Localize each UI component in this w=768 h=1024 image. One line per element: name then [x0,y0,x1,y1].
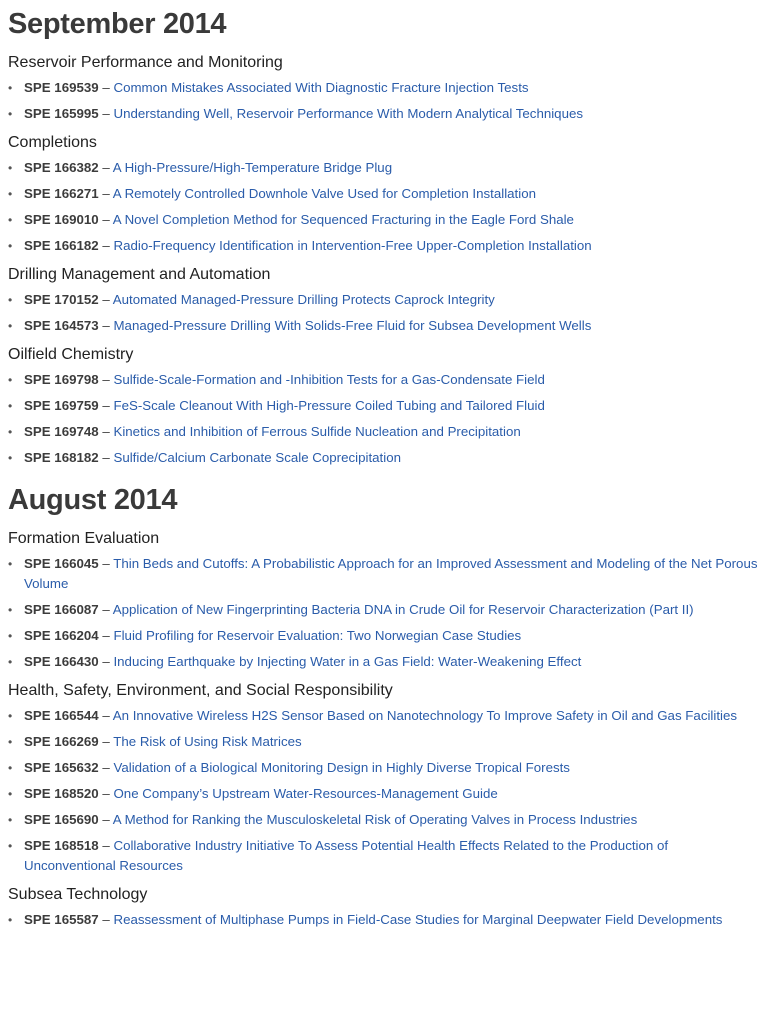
paper-code: SPE 169539 [24,80,99,95]
bullet-icon: • [8,213,13,227]
paper-link[interactable]: Reassessment of Multiphase Pumps in Field-Case Studies for Marginal Deepwater Field Developments [113,912,723,927]
paper-code: SPE 166045 [24,556,99,571]
paper-list [8,910,760,930]
paper-link[interactable]: FeS-Scale Cleanout With High-Pressure Coiled Tubing and Tailored Fluid [113,398,545,413]
paper-item [8,158,760,178]
month-heading: August 2014 [8,484,178,516]
month-heading: September 2014 [8,8,227,40]
bullet-icon: • [8,373,13,387]
bullet-icon: • [8,709,13,723]
bullet-icon: • [8,629,13,643]
paper-item [8,784,760,804]
bullet-icon: • [8,81,13,95]
section-title: Oilfield Chemistry [8,346,134,363]
paper-item [8,210,760,230]
paper-code: SPE 168518 [24,838,99,853]
paper-code: SPE 169798 [24,372,99,387]
paper-code: SPE 166182 [24,238,99,253]
paper-link[interactable]: A Remotely Controlled Downhole Valve Used for Completion Installation [112,186,536,201]
paper-code: SPE 166382 [24,160,99,175]
paper-separator: – [98,186,113,201]
bullet-icon: • [8,913,13,927]
paper-code: SPE 165690 [24,812,99,827]
paper-separator: – [98,654,114,669]
paper-item [8,732,760,752]
paper-separator: – [98,160,113,175]
bullet-icon: • [8,603,13,617]
section-title: Reservoir Performance and Monitoring [8,54,283,71]
paper-separator: – [98,708,113,723]
paper-item [8,810,760,830]
paper-separator: – [98,912,114,927]
bullet-icon: • [8,813,13,827]
section-title: Drilling Management and Automation [8,266,271,283]
paper-separator: – [98,212,113,227]
paper-separator: – [98,238,114,253]
section-title: Health, Safety, Environment, and Social Responsibility [8,682,393,699]
paper-separator: – [98,838,114,853]
paper-link[interactable]: Kinetics and Inhibition of Ferrous Sulfide Nucleation and Precipitation [113,424,521,439]
paper-code: SPE 166087 [24,602,99,617]
section [8,344,760,468]
paper-separator: – [98,760,114,775]
paper-code: SPE 169759 [24,398,99,413]
paper-separator: – [98,734,114,749]
paper-list [8,290,760,336]
paper-item [8,316,760,336]
section-title: Completions [8,134,97,151]
paper-code: SPE 165587 [24,912,99,927]
paper-item [8,554,760,594]
paper-separator: – [98,424,114,439]
bullet-icon: • [8,425,13,439]
paper-separator: – [98,556,114,571]
paper-code: SPE 168182 [24,450,99,465]
bullet-icon: • [8,239,13,253]
section [8,52,760,124]
paper-link[interactable]: Sulfide-Scale-Formation and -Inhibition Tests for a Gas-Condensate Field [113,372,545,387]
paper-item [8,184,760,204]
paper-link[interactable]: Application of New Fingerprinting Bacteria DNA in Crude Oil for Reservoir Characterization (Part II) [112,602,694,617]
bullet-icon: • [8,451,13,465]
paper-separator: – [98,318,114,333]
paper-link[interactable]: Common Mistakes Associated With Diagnostic Fracture Injection Tests [113,80,529,95]
paper-list [8,370,760,468]
section [8,264,760,336]
paper-code: SPE 165995 [24,106,99,121]
paper-link[interactable]: A High-Pressure/High-Temperature Bridge Plug [112,160,393,175]
paper-item [8,836,760,876]
section-title: Formation Evaluation [8,530,160,547]
bullet-icon: • [8,107,13,121]
paper-link[interactable]: Understanding Well, Reservoir Performance With Modern Analytical Techniques [113,106,584,121]
bullet-icon: • [8,187,13,201]
paper-link[interactable]: Validation of a Biological Monitoring Design in Highly Diverse Tropical Forests [113,760,570,775]
bullet-icon: • [8,655,13,669]
paper-separator: – [98,106,114,121]
paper-separator: – [98,786,114,801]
paper-link[interactable]: Sulfide/Calcium Carbonate Scale Coprecipitation [113,450,401,465]
paper-link[interactable]: Automated Managed-Pressure Drilling Protects Caprock Integrity [112,292,495,307]
paper-link[interactable]: Fluid Profiling for Reservoir Evaluation: Two Norwegian Case Studies [113,628,522,643]
paper-list [8,706,760,876]
section [8,132,760,256]
bullet-icon: • [8,161,13,175]
paper-code: SPE 166544 [24,708,99,723]
paper-separator: – [98,812,113,827]
paper-item [8,706,760,726]
section [8,884,760,930]
paper-list [8,78,760,124]
paper-code: SPE 166269 [24,734,99,749]
paper-link[interactable]: A Method for Ranking the Musculoskeletal Risk of Operating Valves in Process Industries [112,812,638,827]
paper-item [8,626,760,646]
paper-code: SPE 169010 [24,212,99,227]
paper-item [8,290,760,310]
paper-item [8,370,760,390]
paper-link[interactable]: One Company’s Upstream Water-Resources-Management Guide [113,786,498,801]
paper-link[interactable]: Managed-Pressure Drilling With Solids-Free Fluid for Subsea Development Wells [113,318,592,333]
bullet-icon: • [8,761,13,775]
section-title: Subsea Technology [8,886,148,903]
bullet-icon: • [8,839,13,853]
paper-code: SPE 166204 [24,628,99,643]
paper-link[interactable]: An Innovative Wireless H2S Sensor Based on Nanotechnology To Improve Safety in Oil and Gas Facilities [112,708,738,723]
paper-item [8,758,760,778]
section [8,528,760,672]
paper-code: SPE 164573 [24,318,99,333]
section [8,680,760,876]
paper-link[interactable]: Thin Beds and Cutoffs: A Probabilistic Approach for an Improved Assessment and Modeling of the Net Porous Volume [24,556,758,591]
bullet-icon: • [8,293,13,307]
paper-code: SPE 170152 [24,292,99,307]
paper-item [8,396,760,416]
bullet-icon: • [8,787,13,801]
paper-code: SPE 169748 [24,424,99,439]
bullet-icon: • [8,735,13,749]
bullet-icon: • [8,319,13,333]
paper-item [8,600,760,620]
paper-item [8,78,760,98]
paper-list [8,554,760,672]
bullet-icon: • [8,399,13,413]
paper-separator: – [98,398,114,413]
paper-item [8,104,760,124]
paper-item [8,652,760,672]
paper-separator: – [98,628,114,643]
paper-link[interactable]: Inducing Earthquake by Injecting Water in a Gas Field: Water-Weakening Effect [113,654,582,669]
bullet-icon: • [8,557,13,571]
paper-list [8,158,760,256]
paper-code: SPE 165632 [24,760,99,775]
paper-item [8,448,760,468]
paper-link[interactable]: The Risk of Using Risk Matrices [113,734,302,749]
paper-code: SPE 168520 [24,786,99,801]
paper-link[interactable]: A Novel Completion Method for Sequenced Fracturing in the Eagle Ford Shale [112,212,574,227]
paper-code: SPE 166430 [24,654,99,669]
paper-link[interactable]: Collaborative Industry Initiative To Assess Potential Health Effects Related to the Production of Unconventional Resources [24,838,669,873]
paper-separator: – [98,450,114,465]
paper-separator: – [98,372,114,387]
paper-code: SPE 166271 [24,186,99,201]
paper-item [8,422,760,442]
paper-item [8,910,760,930]
paper-separator: – [98,602,113,617]
paper-link[interactable]: Radio-Frequency Identification in Intervention-Free Upper-Completion Installation [113,238,592,253]
paper-separator: – [98,292,113,307]
paper-separator: – [98,80,114,95]
paper-item [8,236,760,256]
